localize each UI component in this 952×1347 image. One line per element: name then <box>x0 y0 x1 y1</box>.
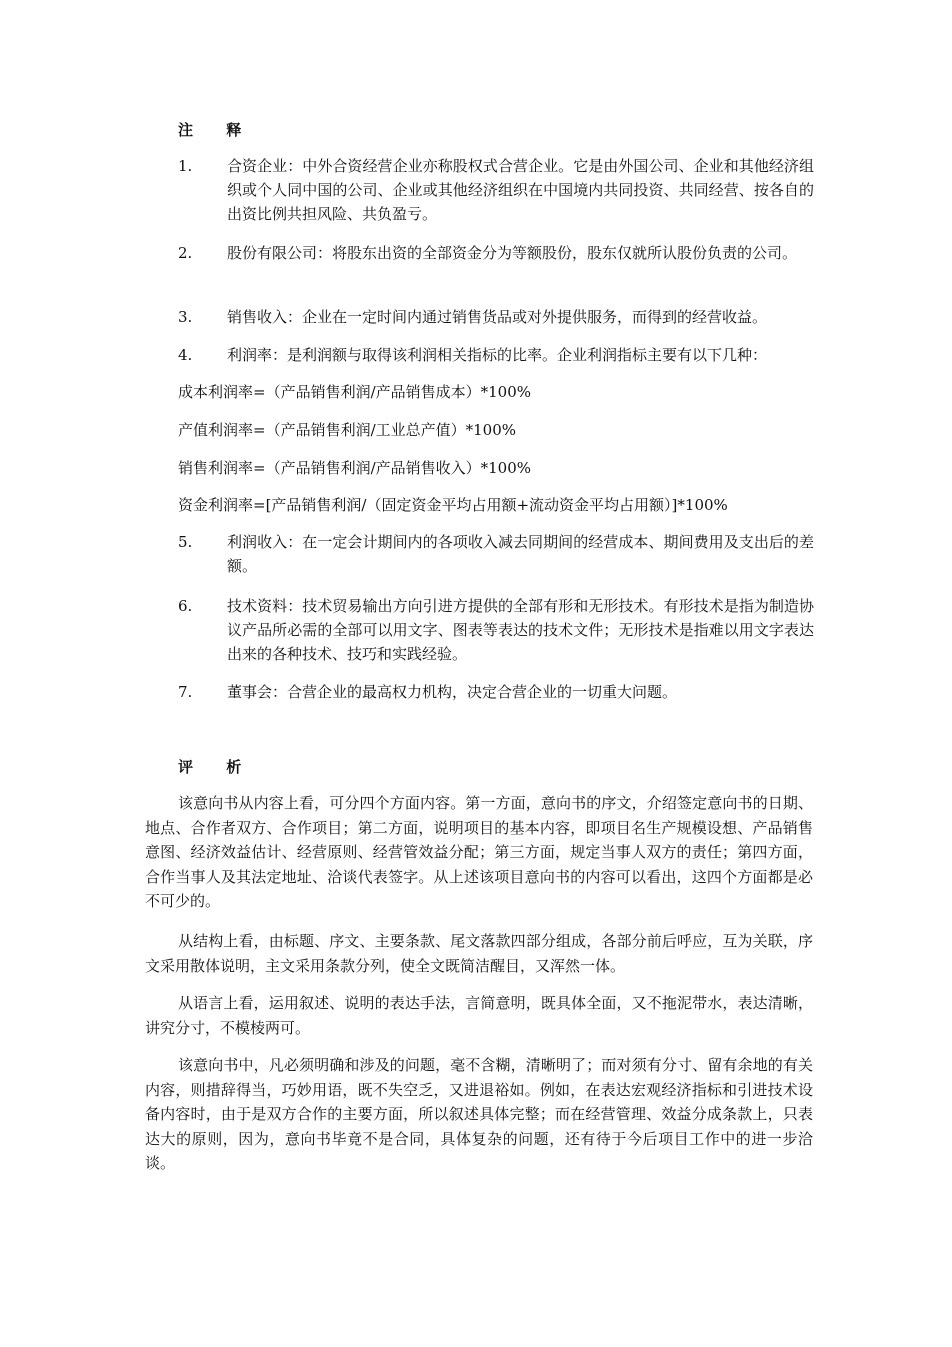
note-text: 利润收入：在一定会计期间内的各项收入减去同期间的经营成本、期间费用及支出后的差额。 <box>227 533 814 575</box>
analysis-paragraph-4: 该意向书中，凡必须明确和涉及的问题，毫不含糊，清晰明了；而对须有分寸、留有余地的有关内容，则措辞得当，巧妙用语，既不失空乏，又进退裕如。例如，在表达宏观经济指标和引进技术设备内容时，由于是双方合作的主要方面，所以叙述具体完整；而在经营管理、效益分成条款上，只表达大的原则，因为，意向书毕竟不是合同，具体复杂的问题，还有待于今后项目工作中的进一步洽谈。 <box>145 1056 813 1173</box>
note-text: 技术资料：技术贸易输出方向引进方提供的全部有形和无形技术。有形技术是指为制造协议产品所必需的全部可以用文字、图表等表达的技术文件；无形技术是指难以用文字表达出来的各种技术、技巧和实践经验。 <box>227 597 814 663</box>
note-item-5 <box>178 530 814 578</box>
note-item-1 <box>178 154 814 226</box>
note-text: 股份有限公司：将股东出资的全部资金分为等额股份，股东仅就所认股份负责的公司。 <box>227 244 798 262</box>
notes-heading: 注 释 <box>178 121 256 139</box>
note-text: 销售收入：企业在一定时间内通过销售货品或对外提供服务，而得到的经营收益。 <box>227 308 768 326</box>
analysis-paragraph-2: 从结构上看，由标题、序文、主要条款、尾文落款四部分组成，各部分前后呼应，互为关联，序文采用散体说明，主文采用条款分列，使全文既简洁醒目，又浑然一体。 <box>145 932 813 975</box>
formula-capital-profit-rate: 资金利润率=[产品销售利润/（固定资金平均占用额+流动资金平均占用额）]*100% <box>178 496 728 514</box>
formula-output-profit-rate: 产值利润率=（产品销售利润/工业总产值）*100% <box>178 421 517 439</box>
note-item-3 <box>178 305 814 329</box>
note-item-7 <box>178 680 814 704</box>
note-number: 5. <box>178 533 193 551</box>
analysis-heading: 评 析 <box>178 758 256 776</box>
note-number: 3. <box>178 308 193 326</box>
analysis-paragraph-1: 该意向书从内容上看，可分四个方面内容。第一方面，意向书的序文，介绍签定意向书的日期、地点、合作者双方、合作项目；第二方面，说明项目的基本内容，即项目名生产规模设想、产品销售意图、经济效益估计、经营原则、经营管效益分配；第三方面，规定当事人双方的责任；第四方面，合作当事人及其法定地址、洽谈代表签字。从上述该项目意向书的内容可以看出，这四个方面都是必不可少的。 <box>145 794 813 911</box>
note-number: 2. <box>178 244 193 262</box>
note-number: 4. <box>178 346 193 364</box>
note-number: 7. <box>178 683 193 701</box>
formula-sales-profit-rate: 销售利润率=（产品销售利润/产品销售收入）*100% <box>178 459 532 477</box>
note-text: 董事会：合营企业的最高权力机构，决定合营企业的一切重大问题。 <box>227 683 678 701</box>
note-item-2 <box>178 241 814 265</box>
formula-cost-profit-rate: 成本利润率=（产品销售利润/产品销售成本）*100% <box>178 383 532 401</box>
note-number: 6. <box>178 597 193 615</box>
note-item-6 <box>178 594 814 666</box>
analysis-paragraph-3: 从语言上看，运用叙述、说明的表达手法，言简意明，既具体全面，又不拖泥带水，表达清晰，讲究分寸，不模棱两可。 <box>145 994 813 1037</box>
note-item-4 <box>178 343 814 367</box>
note-text: 利润率：是利润额与取得该利润相关指标的比率。企业利润指标主要有以下几种： <box>227 346 768 364</box>
note-number: 1. <box>178 157 193 175</box>
note-text: 合资企业：中外合资经营企业亦称股权式合营企业。它是由外国公司、企业和其他经济组织或个人同中国的公司、企业或其他经济组织在中国境内共同投资、共同经营、按各自的出资比例共担风险、共负盈亏。 <box>227 157 814 223</box>
